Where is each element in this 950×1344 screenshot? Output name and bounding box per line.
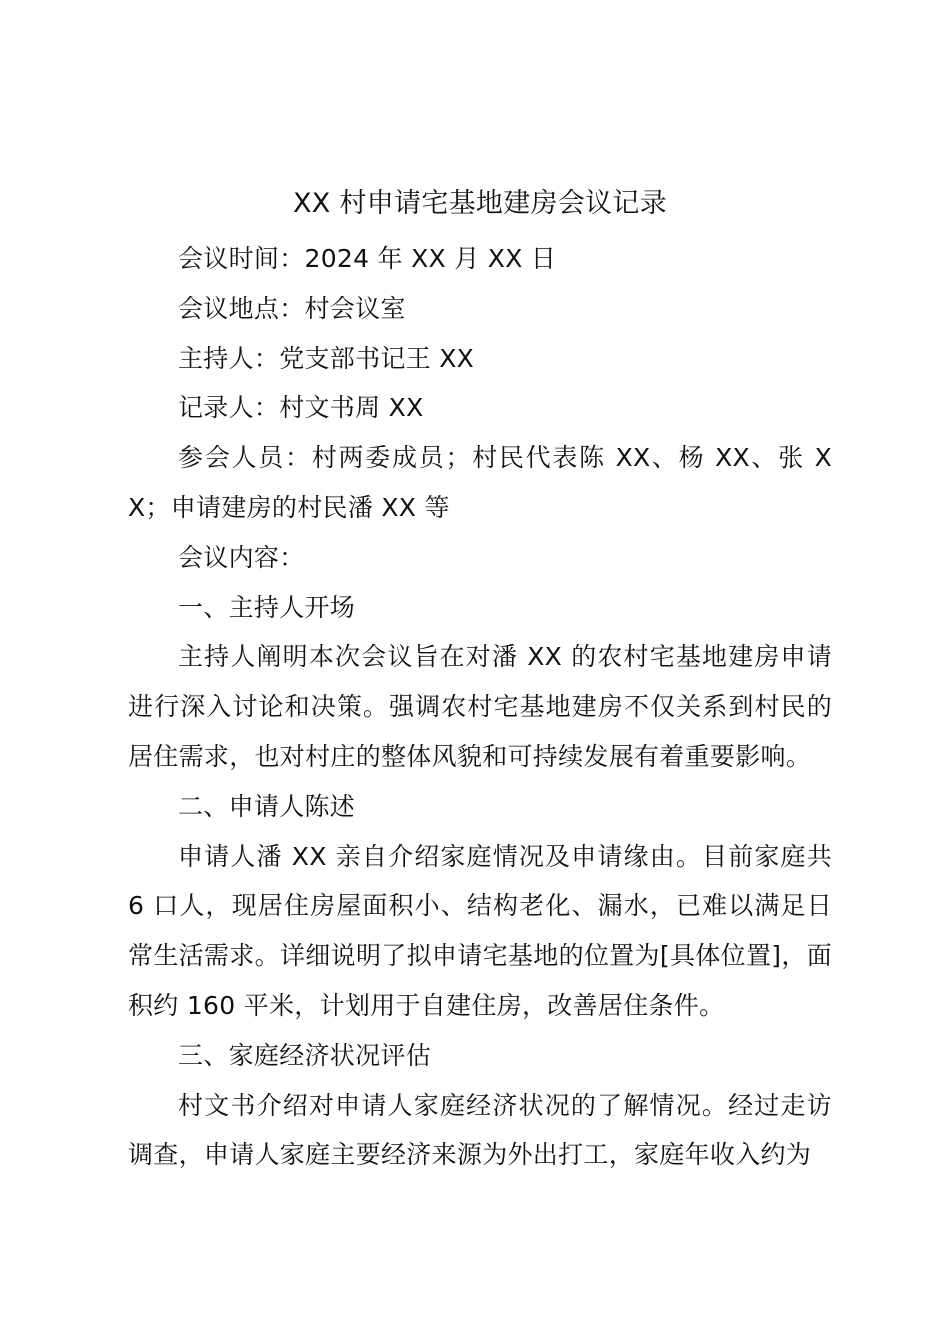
- meeting-recorder: 记录人：村文书周 XX: [178, 393, 424, 423]
- meeting-content-heading: 会议内容：: [178, 542, 305, 572]
- section-heading-applicant-statement: 二、申请人陈述: [178, 791, 356, 821]
- document-page: [128, 0, 832, 1344]
- meeting-host: 主持人：党支部书记王 XX: [178, 343, 475, 373]
- paragraph-economic-assessment: 村文书介绍对申请人家庭经济状况的了解情况。经过走访调查，申请人家庭主要经济来源为外出打工，家庭年收入约为: [128, 1090, 832, 1170]
- paragraph-applicant-statement: 申请人潘 XX 亲自介绍家庭情况及申请缘由。目前家庭共 6 口人，现居住房屋面积小、结构老化、漏水，已难以满足日常生活需求。详细说明了拟申请宅基地的位置为[具体位置]，面积约 160 平米，计划用于自建住房，改善居住条件。: [128, 841, 832, 1020]
- section-heading-economic-assessment: 三、家庭经济状况评估: [178, 1040, 432, 1070]
- document-title: XX 村申请宅基地建房会议记录: [292, 188, 668, 219]
- meeting-attendees: 参会人员：村两委成员；村民代表陈 XX、杨 XX、张 XX；申请建房的村民潘 XX 等: [128, 443, 832, 522]
- section-heading-opening: 一、主持人开场: [178, 592, 356, 622]
- meeting-location: 会议地点：村会议室: [178, 293, 406, 323]
- document-body: [128, 234, 832, 1180]
- paragraph-opening: 主持人阐明本次会议旨在对潘 XX 的农村宅基地建房申请进行深入讨论和决策。强调农村宅基地建房不仅关系到村民的居住需求，也对村庄的整体风貌和可持续发展有着重要影响。: [128, 642, 832, 771]
- meeting-time: 会议时间：2024 年 XX 月 XX 日: [178, 244, 557, 273]
